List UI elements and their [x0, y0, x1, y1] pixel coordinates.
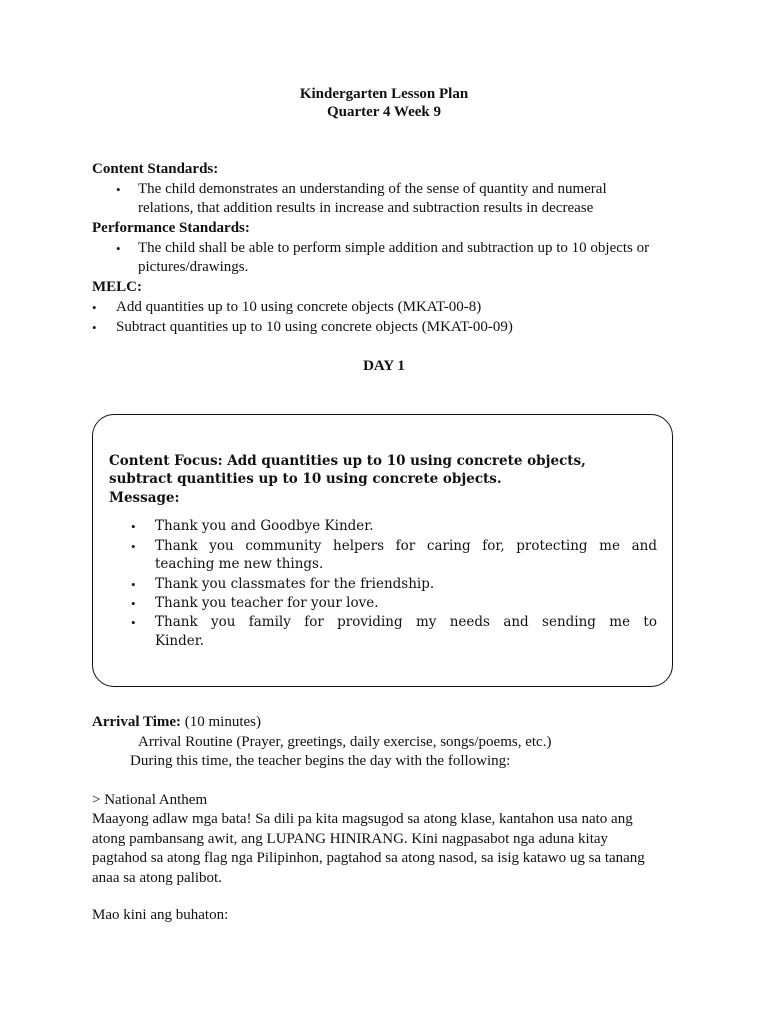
- bullet-icon: •: [131, 519, 136, 534]
- arrival-time: [92, 714, 261, 731]
- message-item: Thank you teacher for your love.: [155, 595, 379, 611]
- performance-standards-text: pictures/drawings.: [138, 259, 249, 275]
- message-item: Thank you and Goodbye Kinder.: [155, 518, 374, 534]
- arrival-routine: Arrival Routine (Prayer, greetings, daily exercise, songs/poems, etc.): [138, 734, 552, 750]
- message-item: Kinder.: [155, 633, 204, 649]
- bullet-icon: •: [92, 320, 97, 335]
- content-standards-text: relations, that addition results in increase and subtraction results in decrease: [138, 200, 594, 216]
- closing-text: Mao kini ang buhaton:: [92, 907, 229, 923]
- day-heading: DAY 1: [363, 358, 405, 374]
- message-item: teaching me new things.: [155, 556, 324, 572]
- bullet-icon: •: [116, 182, 121, 197]
- bullet-icon: •: [131, 539, 136, 554]
- content-focus-text: subtract quantities up to 10 using concrete objects.: [109, 471, 502, 487]
- message-item: Thank you classmates for the friendship.: [155, 576, 435, 592]
- bullet-icon: •: [131, 577, 136, 592]
- content-focus-box: [92, 414, 673, 687]
- melc-item: Add quantities up to 10 using concrete objects (MKAT-00-8): [116, 299, 482, 315]
- performance-standards-heading: Performance Standards:: [92, 220, 250, 236]
- anthem-text: pagtahod sa atong flag nga Pilipinhon, pagtahod sa atong nasod, sa isig katawo ug sa tanang: [92, 850, 645, 866]
- document-title: Kindergarten Lesson Plan: [299, 86, 469, 102]
- message-item: Thank you family for providing my needs and sending me to: [155, 614, 657, 630]
- bullet-icon: •: [116, 241, 121, 256]
- content-focus-text: Content Focus: Add quantities up to 10 using concrete objects,: [109, 453, 586, 469]
- arrival-intro: During this time, the teacher begins the day with the following:: [130, 753, 511, 769]
- performance-standards-text: The child shall be able to perform simple addition and subtraction up to 10 objects or: [138, 240, 650, 256]
- bullet-icon: •: [131, 615, 136, 630]
- arrival-label: Arrival Time:: [92, 714, 182, 730]
- bullet-icon: •: [131, 596, 136, 611]
- anthem-text: anaa sa atong palibot.: [92, 870, 222, 886]
- document-subtitle: Quarter 4 Week 9: [326, 104, 442, 120]
- anthem-text: Maayong adlaw mga bata! Sa dili pa kita magsugod sa atong klase, kantahon usa nato ang: [92, 811, 633, 827]
- message-label: Message:: [109, 490, 180, 506]
- melc-item: Subtract quantities up to 10 using concrete objects (MKAT-00-09): [116, 319, 513, 335]
- melc-heading: MELC:: [92, 279, 142, 295]
- message-item: Thank you community helpers for caring for, protecting me and: [155, 538, 657, 554]
- arrival-duration: (10 minutes): [184, 714, 262, 730]
- bullet-icon: •: [92, 300, 97, 315]
- content-standards-text: The child demonstrates an understanding of the sense of quantity and numeral: [138, 181, 607, 197]
- anthem-text: atong pambansang awit, ang LUPANG HINIRANG. Kini nagpasabot nga aduna kitay: [92, 831, 609, 847]
- content-standards-heading: Content Standards:: [92, 161, 219, 177]
- national-anthem-heading: > National Anthem: [92, 792, 208, 808]
